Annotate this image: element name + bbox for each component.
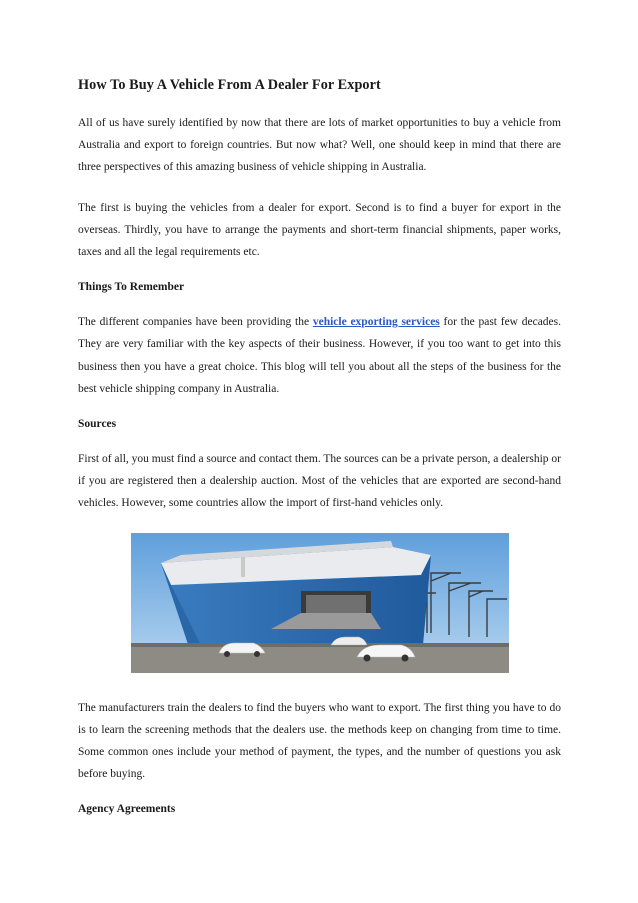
- agency-agreements-heading: Agency Agreements: [78, 803, 176, 816]
- perspectives-paragraph: The first is buying the vehicles from a dealer for export. Second is to find a buyer for export in the overseas. Thirdly, you have to arrange the payments and short-term financial shipments, paper works, taxes and all the legal requirements etc.: [78, 201, 561, 259]
- things-text-before: The different companies have been providing the: [78, 316, 313, 329]
- car-carrier-ship-photo: [131, 533, 509, 673]
- ship-photo-container: [78, 533, 561, 673]
- things-to-remember-heading: Things To Remember: [78, 281, 185, 294]
- vehicle-exporting-services-link[interactable]: vehicle exporting services: [312, 316, 440, 329]
- things-paragraph: [78, 311, 561, 400]
- sources-heading: Sources: [78, 418, 117, 431]
- manufacturers-paragraph: The manufacturers train the dealers to find the buyers who want to export. The first thing you have to do is to learn the screening methods that the dealers use. the methods keep on changing from time to time. Some common ones include your method of payment, the types, and the number of questions you ask before buying.: [78, 701, 561, 781]
- quay: [131, 645, 509, 673]
- intro-paragraph: All of us have surely identified by now that there are lots of market opportunities to buy a vehicle from Australia and export to foreign countries. But now what? Well, one should keep in mind that there are three perspectives of this amazing business of vehicle shipping in Australia.: [78, 117, 561, 174]
- sources-paragraph: First of all, you must find a source and contact them. The sources can be a private person, a dealership or if you are registered then a dealership auction. Most of the vehicles that are exported are second-hand vehicles. However, some countries allow the import of first-hand vehicles only.: [78, 453, 561, 510]
- ship: [161, 541, 431, 653]
- article-body: [78, 77, 561, 833]
- article-title: How To Buy A Vehicle From A Dealer For Export: [78, 77, 381, 93]
- things-text-after: for the past few decades. They are very familiar with the key aspects of their business. However, if you too want to get into this business then you have a great choice. This blog will tell you about all the steps of the business for the best vehicle shipping company in Australia.: [78, 316, 561, 395]
